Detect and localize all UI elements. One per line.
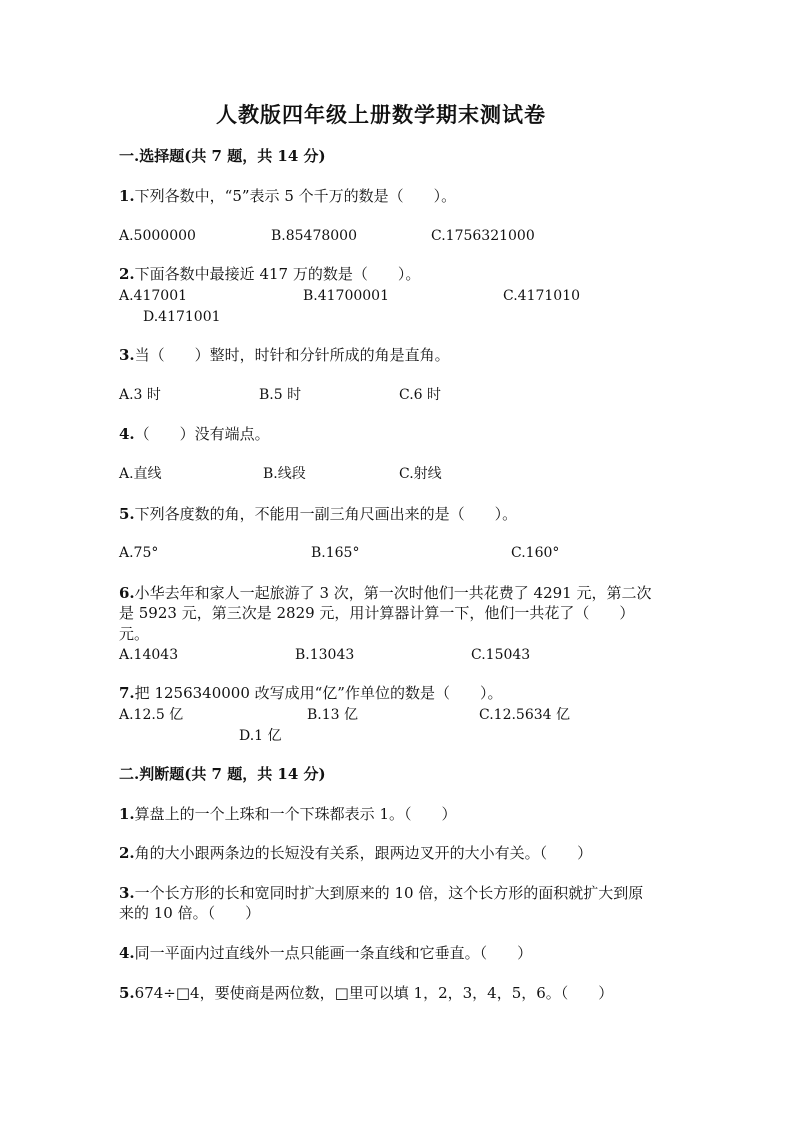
question-text: 下列各度数的角，不能用一副三角尺画出来的是（ ）。 [134,505,518,523]
option-b: B.85478000 [271,228,357,244]
judgement-5 [119,983,613,1003]
option-d: D.4171001 [143,309,221,325]
question-number: 2. [119,265,135,283]
question-number: 4. [119,425,135,443]
question-number: 3. [119,884,135,902]
section-heading-judgement: 二.判断题(共 7 题，共 14 分) [119,765,326,783]
question-text: 角的大小跟两条边的长短没有关系，跟两边叉开的大小有关。（ ） [134,844,593,862]
option-a: A.直线 [119,466,162,482]
option-c: C.1756321000 [431,228,535,244]
option-a: A.12.5 亿 [119,707,184,723]
judgement-3 [119,883,643,903]
option-b: B.41700001 [303,288,389,304]
question-number: 3. [119,346,135,364]
question-6 [119,583,651,603]
option-b: B.线段 [263,466,306,482]
option-b: B.5 时 [259,387,302,403]
question-number: 5. [119,505,135,523]
question-text: （ ）没有端点。 [134,425,270,443]
option-b: B.13 亿 [307,707,359,723]
question-text: 算盘上的一个上珠和一个下珠都表示 1。（ ） [134,805,457,823]
question-text-line-1: 一个长方形的长和宽同时扩大到原来的 10 倍，这个长方形的面积就扩大到原 [134,884,644,902]
question-3 [119,345,450,365]
judgement-4 [119,943,532,963]
option-c: C.160° [511,545,560,561]
page-title: 人教版四年级上册数学期末测试卷 [216,102,546,127]
option-a: A.3 时 [119,387,161,403]
question-text-line-1: 小华去年和家人一起旅游了 3 次，第一次时他们一共花费了 4291 元，第二次 [134,584,652,602]
option-c: C.6 时 [399,387,442,403]
option-a: A.417001 [119,288,188,304]
question-text-line-2: 是 5923 元，第三次是 2829 元，用计算器计算一下，他们一共花了（ ） [119,604,635,622]
question-text-line-3: 元。 [119,625,150,643]
option-b: B.165° [311,545,360,561]
option-d: D.1 亿 [239,728,282,744]
option-c: C.15043 [471,647,531,663]
question-number: 2. [119,844,135,862]
question-text-line-2: 来的 10 倍。（ ） [119,904,261,922]
section-heading-choice: 一.选择题(共 7 题，共 14 分) [119,147,326,165]
question-text: 同一平面内过直线外一点只能画一条直线和它垂直。（ ） [134,944,533,962]
question-7 [119,683,502,703]
option-c: C.12.5634 亿 [479,707,571,723]
question-text: 674÷□4，要使商是两位数，□里可以填 1，2，3，4，5，6。（ ） [134,984,614,1002]
question-5 [119,504,517,524]
question-text: 把 1256340000 改写成用“亿”作单位的数是（ ）。 [134,684,503,702]
question-number: 4. [119,944,135,962]
judgement-1 [119,804,457,824]
question-number: 1. [119,805,135,823]
question-number: 6. [119,584,135,602]
option-a: A.14043 [119,647,179,663]
judgement-2 [119,843,592,863]
question-text: 下面各数中最接近 417 万的数是（ ）。 [134,265,421,283]
option-c: C.4171010 [503,288,581,304]
question-number: 1. [119,187,135,205]
question-text: 下列各数中，“5”表示 5 个千万的数是（ ）。 [134,187,457,205]
question-number: 5. [119,984,135,1002]
question-text: 当（ ）整时，时针和分针所成的角是直角。 [134,346,450,364]
option-c: C.射线 [399,466,442,482]
question-1 [119,186,456,206]
question-2 [119,264,420,284]
option-b: B.13043 [295,647,355,663]
question-4 [119,424,270,444]
question-number: 7. [119,684,135,702]
option-a: A.75° [119,545,159,561]
option-a: A.5000000 [119,228,196,244]
